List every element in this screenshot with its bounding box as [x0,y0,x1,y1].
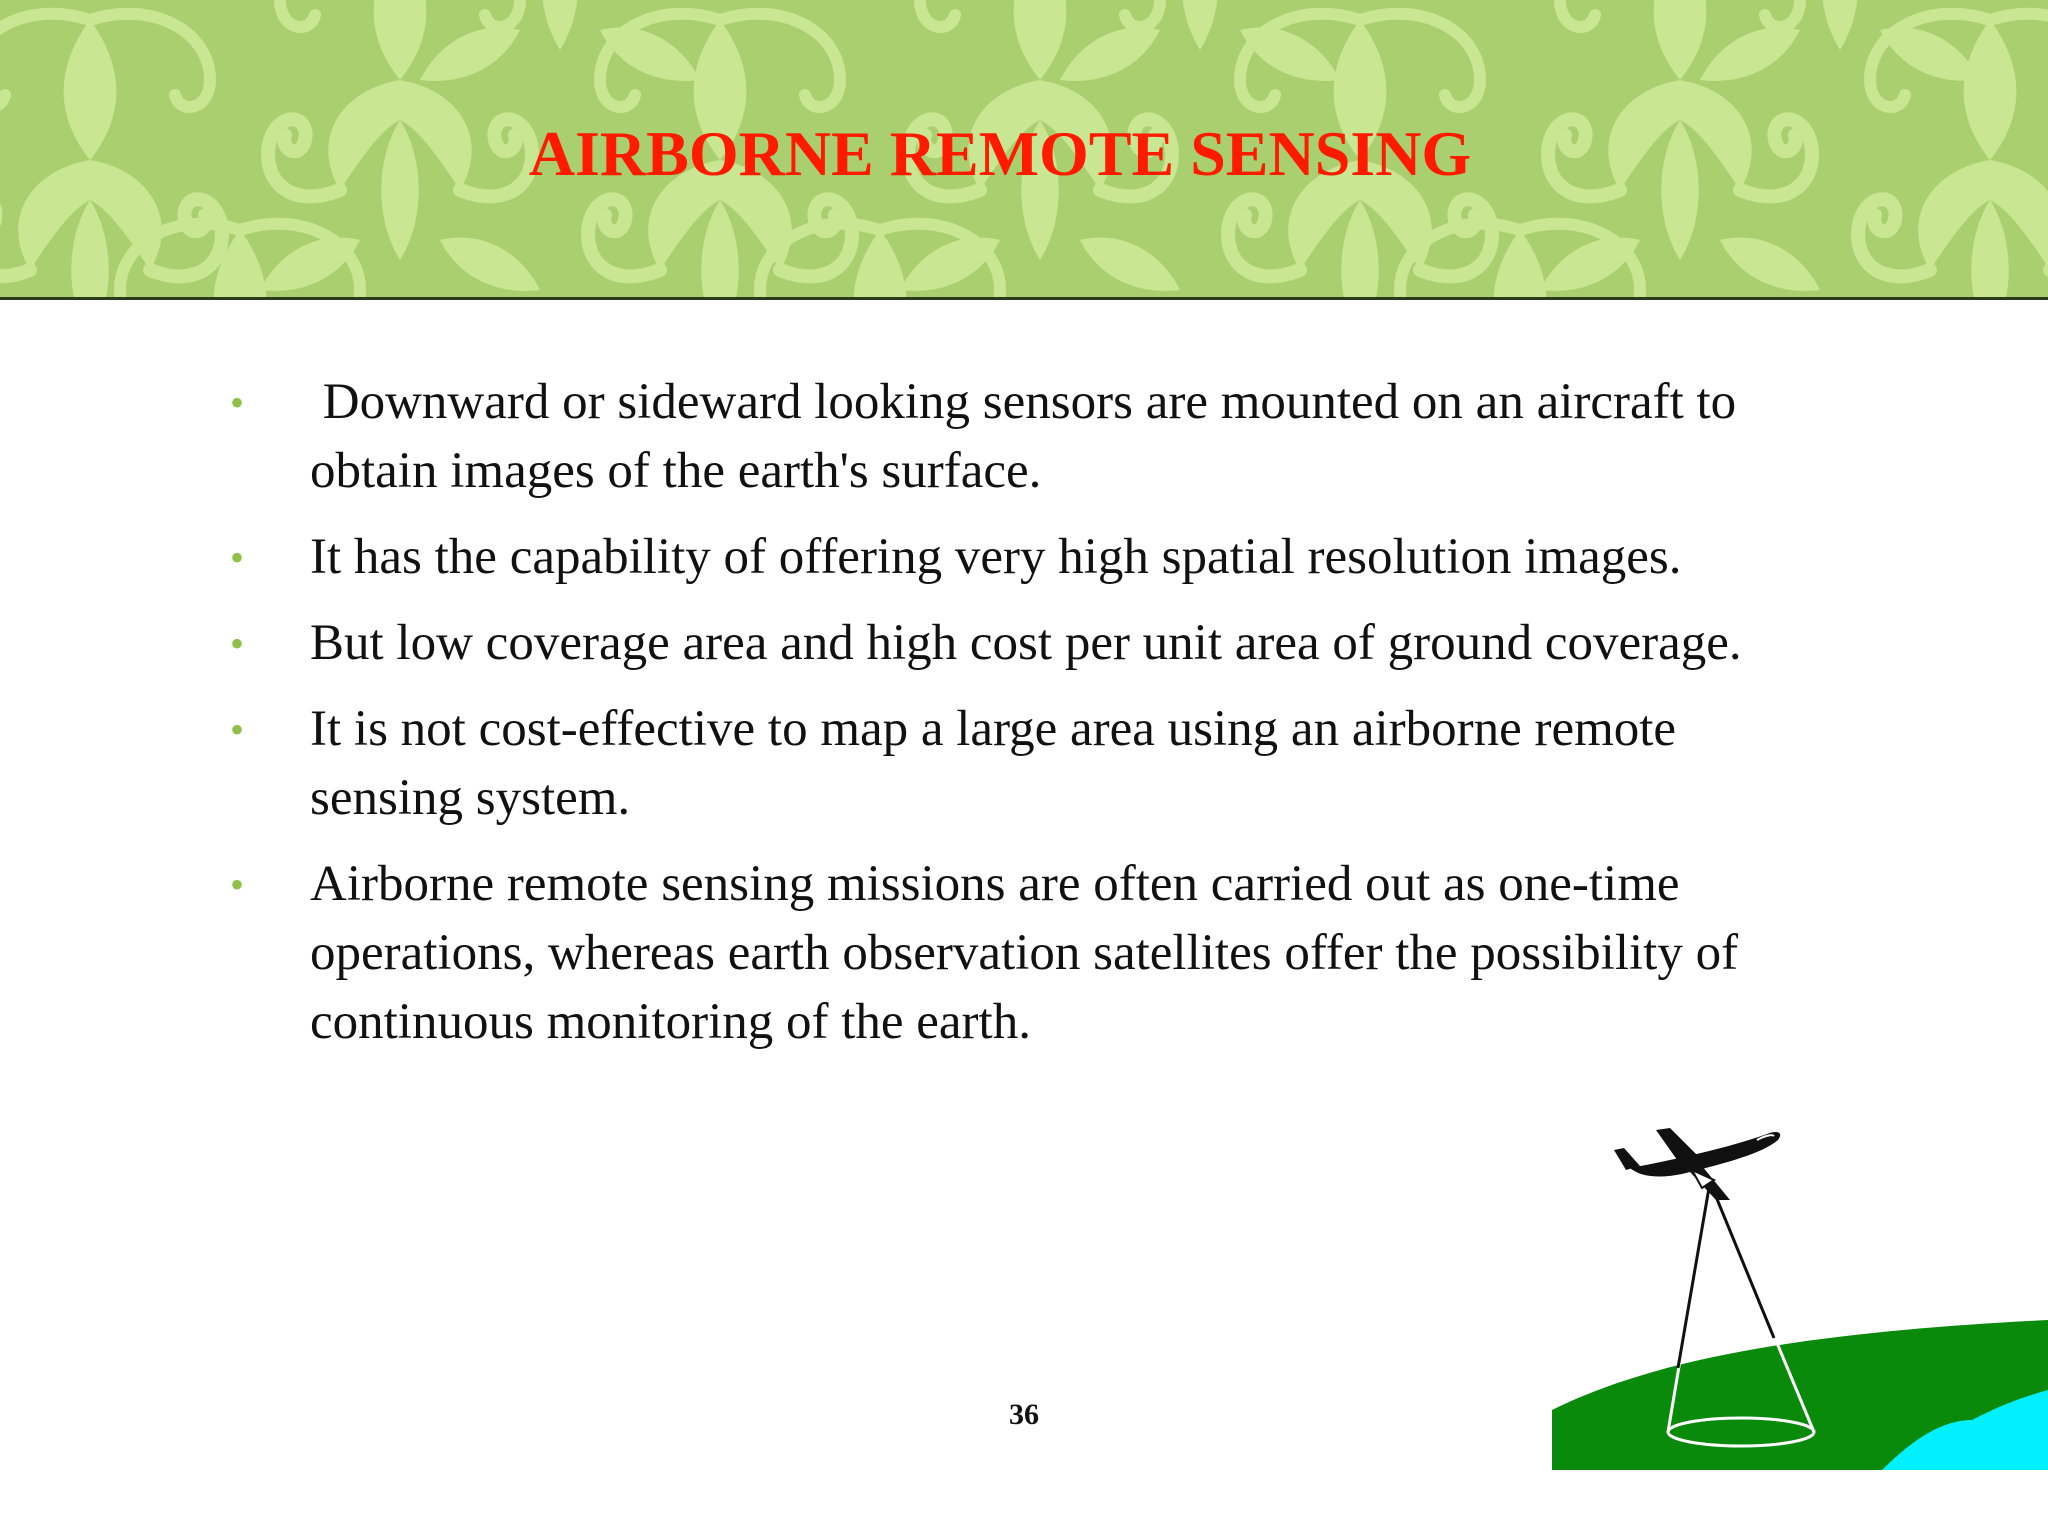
bullet-text: It is not cost-effective to map a large area using an airborne remote sensing system. [310,701,1677,826]
bullet-icon: • [230,621,245,666]
airplane-sensor-footprint-icon [1552,1120,2048,1470]
bullet-icon: • [230,380,245,425]
airplane-icon [1614,1128,1780,1200]
bullet-item [230,695,1830,833]
bullet-text: Airborne remote sensing missions are often carried out as one-time operations, whereas earth observation satellites offer the possibility of continuous monitoring of the earth. [310,856,1739,1050]
sensor-beam-right-dark [1710,1182,1774,1338]
bullet-list [230,368,1830,1074]
bullet-text: Downward or sideward looking sensors are mounted on an aircraft to obtain images of the earth's surface. [310,374,1737,499]
header-divider [0,297,2048,300]
bullet-text: But low coverage area and high cost per unit area of ground coverage. [310,615,1742,671]
bullet-item [230,850,1830,1057]
page-number: 36 [1009,1398,1039,1431]
sensor-beam-left-dark [1678,1182,1710,1368]
slide-title: AIRBORNE REMOTE SENSING [528,118,1472,189]
header-band [0,0,2048,297]
bullet-icon: • [230,707,245,752]
bullet-icon: • [230,862,245,907]
bullet-icon: • [230,535,245,580]
bullet-text: It has the capability of offering very high spatial resolution images. [310,529,1682,585]
bullet-item [230,609,1830,678]
bullet-item [230,523,1830,592]
bullet-item [230,368,1830,506]
